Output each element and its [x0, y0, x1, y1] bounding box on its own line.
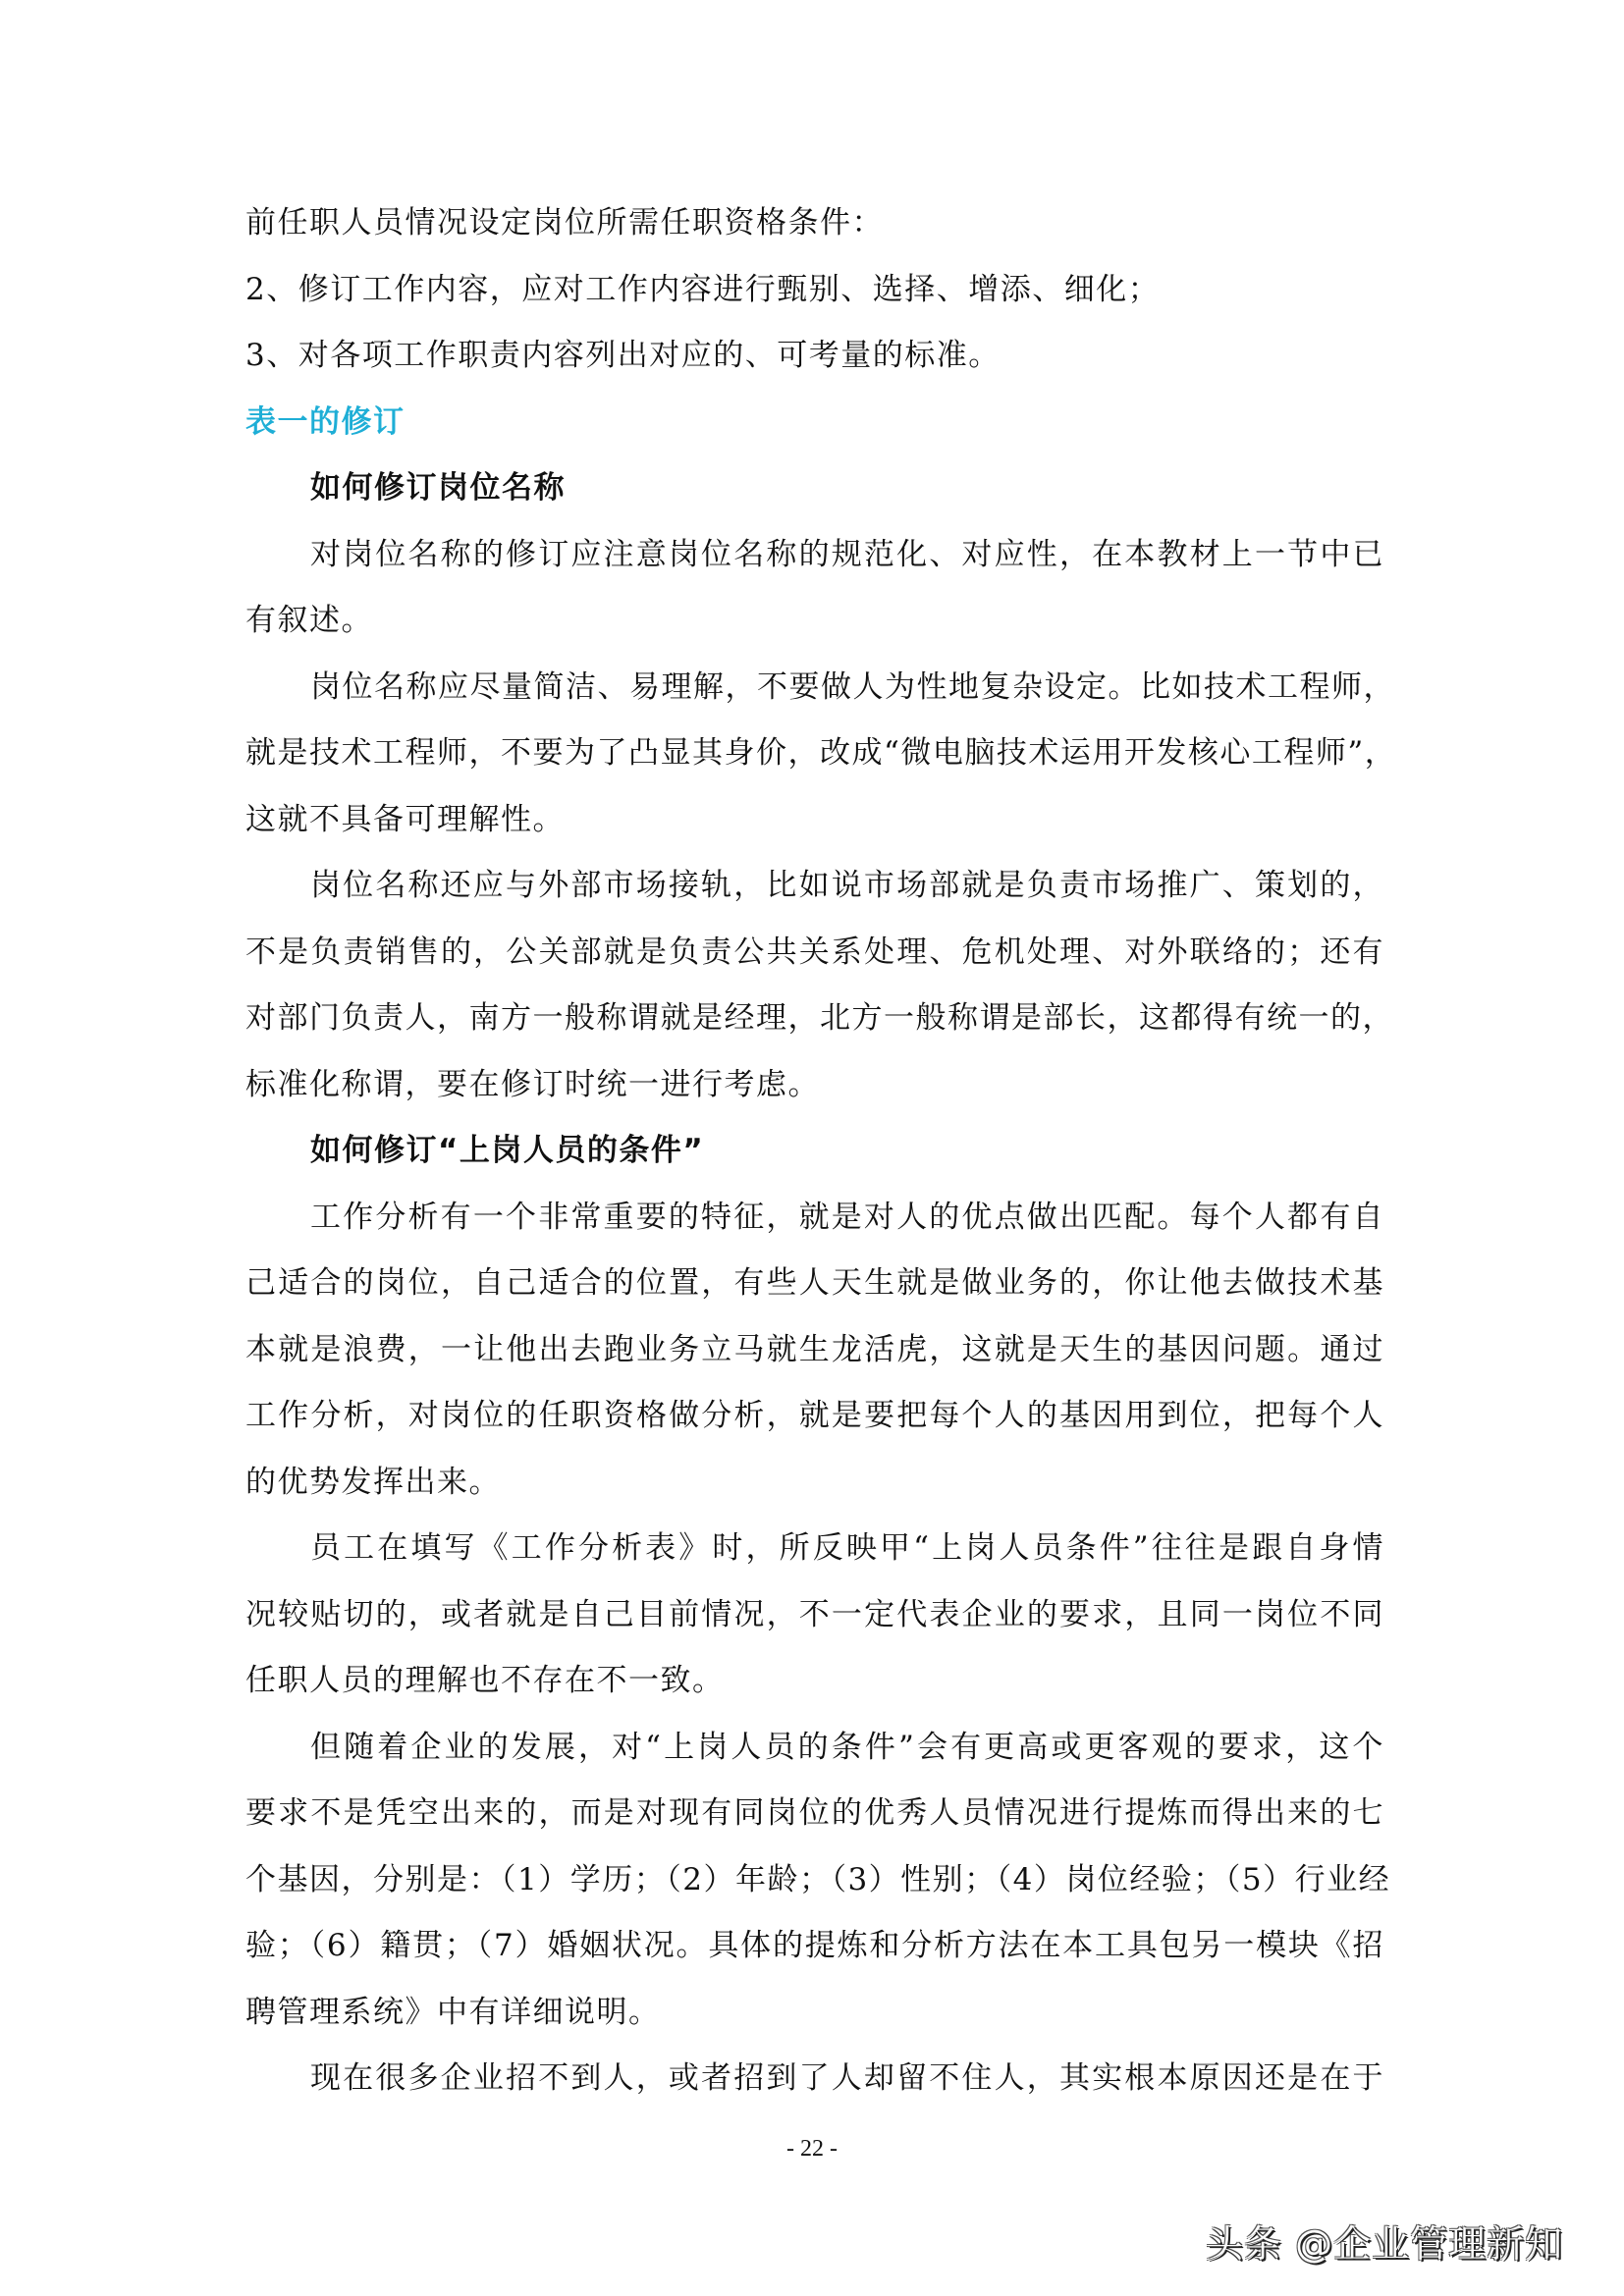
paragraph-first-line: 对岗位名称的修订应注意岗位名称的规范化、对应性，在本教材上一节中已 — [310, 536, 1384, 572]
paragraph-first-line: 岗位名称还应与外部市场接轨，比如说市场部就是负责市场推广、策划的， — [310, 868, 1384, 903]
text-line: 验；（6）籍贯；（7）婚姻状况。具体的提炼和分析方法在本工具包另一模块《招 — [245, 1928, 1384, 1963]
text-line: 任职人员的理解也不存在不一致。 — [245, 1663, 725, 1698]
text-line: 3、对各项工作职责内容列出对应的、可考量的标准。 — [245, 338, 1001, 373]
section-heading: 表一的修订 — [245, 403, 406, 440]
text-line: 2、修订工作内容，应对工作内容进行甄别、选择、增添、细化； — [245, 271, 1161, 307]
paragraph-first-line: 现在很多企业招不到人，或者招到了人却留不住人，其实根本原因还是在于 — [310, 2060, 1384, 2096]
text-line: 要求不是凭空出来的，而是对现有同岗位的优秀人员情况进行提炼而得出来的七 — [245, 1795, 1384, 1831]
text-line: 有叙述。 — [245, 603, 373, 638]
text-line: 况较贴切的，或者就是自己目前情况，不一定代表企业的要求，且同一岗位不同 — [245, 1596, 1384, 1632]
document-body — [245, 203, 1397, 2125]
subheading: 如何修订“上岗人员的条件” — [310, 1133, 705, 1168]
text-line: 这就不具备可理解性。 — [245, 801, 565, 837]
paragraph-first-line: 岗位名称应尽量简洁、易理解，不要做人为性地复杂设定。比如技术工程师， — [310, 668, 1395, 705]
watermark: 头条 @企业管理新知 — [1206, 2222, 1564, 2266]
text-line: 不是负责销售的，公关部就是负责公共关系处理、危机处理、对外联络的；还有 — [245, 934, 1384, 970]
text-line: 工作分析，对岗位的任职资格做分析，就是要把每个人的基因用到位，把每个人 — [245, 1398, 1384, 1433]
text-line: 聘管理系统》中有详细说明。 — [245, 1994, 661, 2030]
text-line: 己适合的岗位，自己适合的位置，有些人天生就是做业务的，你让他去做技术基 — [245, 1265, 1384, 1301]
paragraph-first-line: 员工在填写《工作分析表》时，所反映甲“上岗人员条件”往往是跟自身情 — [310, 1530, 1384, 1566]
text-line: 对部门负责人，南方一般称谓就是经理，北方一般称谓是部长，这都得有统一的， — [245, 1000, 1394, 1036]
subheading: 如何修订岗位名称 — [310, 470, 566, 506]
page-number: - 22 - — [786, 2136, 838, 2162]
text-line: 就是技术工程师，不要为了凸显其身价，改成“微电脑技术运用开发核心工程师”， — [245, 735, 1397, 771]
text-line: 前任职人员情况设定岗位所需任职资格条件： — [245, 205, 884, 240]
paragraph-first-line: 但随着企业的发展，对“上岗人员的条件”会有更高或更客观的要求，这个 — [310, 1729, 1384, 1765]
text-line: 的优势发挥出来。 — [245, 1464, 501, 1500]
text-line: 个基因，分别是：（1）学历；（2）年龄；（3）性别；（4）岗位经验；（5）行业经 — [245, 1861, 1391, 1897]
paragraph-first-line: 工作分析有一个非常重要的特征，就是对人的优点做出匹配。每个人都有自 — [310, 1199, 1384, 1235]
text-line: 本就是浪费，一让他出去跑业务立马就生龙活虎，这就是天生的基因问题。通过 — [245, 1331, 1384, 1367]
text-line: 标准化称谓，要在修订时统一进行考虑。 — [245, 1066, 820, 1102]
